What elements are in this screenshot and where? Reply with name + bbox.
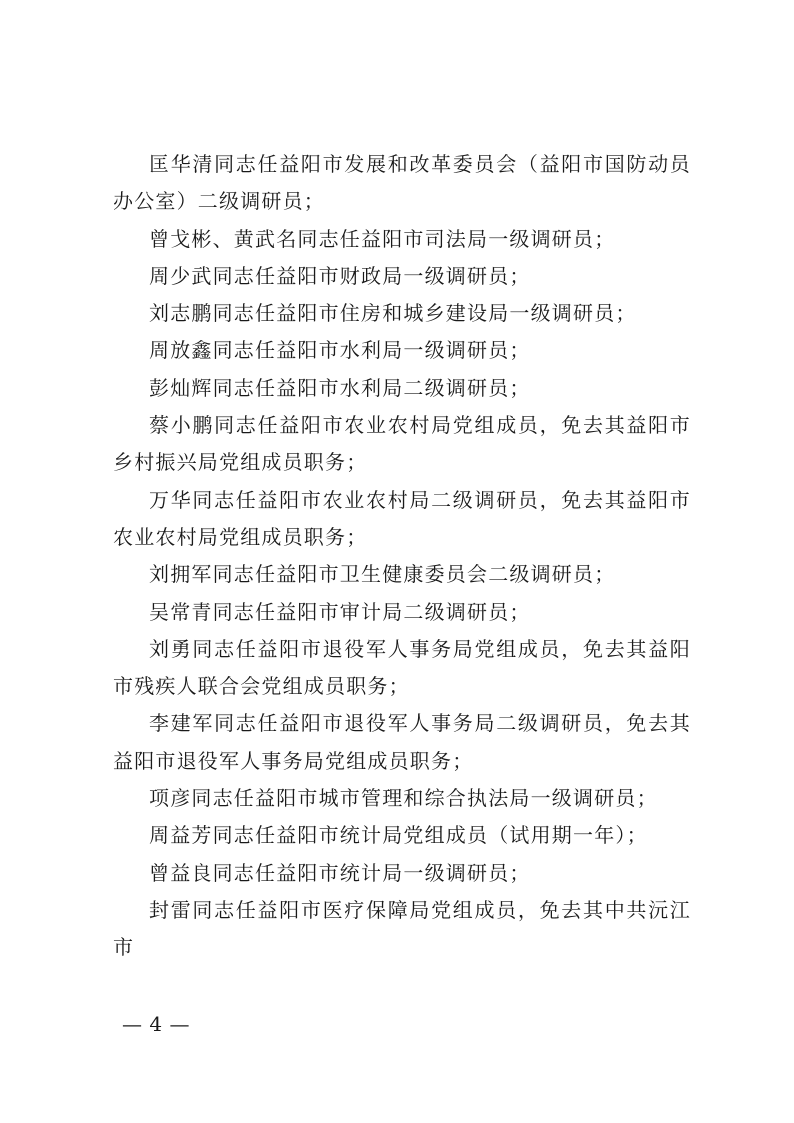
paragraph-appointment: 刘勇同志任益阳市退役军人事务局党组成员，免去其益阳市残疾人联合会党组成员职务； xyxy=(113,636,691,699)
paragraph-appointment: 万华同志任益阳市农业农村局二级调研员，免去其益阳市农业农村局党组成员职务； xyxy=(113,487,691,549)
paragraph-appointment: 周少武同志任益阳市财政局一级调研员； xyxy=(149,263,531,288)
document-body xyxy=(113,146,691,967)
paragraph-appointment: 周放鑫同志任益阳市水利局一级调研员； xyxy=(149,338,531,363)
paragraph-appointment: 匡华清同志任益阳市发展和改革委员会（益阳市国防动员办公室）二级调研员； xyxy=(113,152,691,214)
paragraph-appointment: 李建军同志任益阳市退役军人事务局二级调研员，免去其益阳市退役军人事务局党组成员职务； xyxy=(113,711,691,773)
paragraph-appointment: 刘志鹏同志任益阳市住房和城乡建设局一级调研员； xyxy=(149,301,637,326)
paragraph-appointment: 周益芳同志任益阳市统计局党组成员（试用期一年）； xyxy=(149,823,648,848)
paragraph-appointment: 蔡小鹏同志任益阳市农业农村局党组成员，免去其益阳市乡村振兴局党组成员职务； xyxy=(113,413,691,475)
paragraph-appointment: 彭灿辉同志任益阳市水利局二级调研员； xyxy=(149,375,531,400)
paragraph-appointment: 刘拥军同志任益阳市卫生健康委员会二级调研员； xyxy=(149,562,616,587)
page-number: — 4 — xyxy=(122,1012,190,1036)
paragraph-appointment: 封雷同志任益阳市医疗保障局党组成员，免去其中共沅江市 xyxy=(113,897,691,960)
paragraph-appointment: 曾戈彬、黄武名同志任益阳市司法局一级调研员； xyxy=(149,226,616,251)
paragraph-appointment: 项彦同志任益阳市城市管理和综合执法局一级调研员； xyxy=(149,786,658,811)
paragraph-appointment: 吴常青同志任益阳市审计局二级调研员； xyxy=(149,599,531,624)
paragraph-appointment: 曾益良同志任益阳市统计局一级调研员； xyxy=(149,860,531,885)
